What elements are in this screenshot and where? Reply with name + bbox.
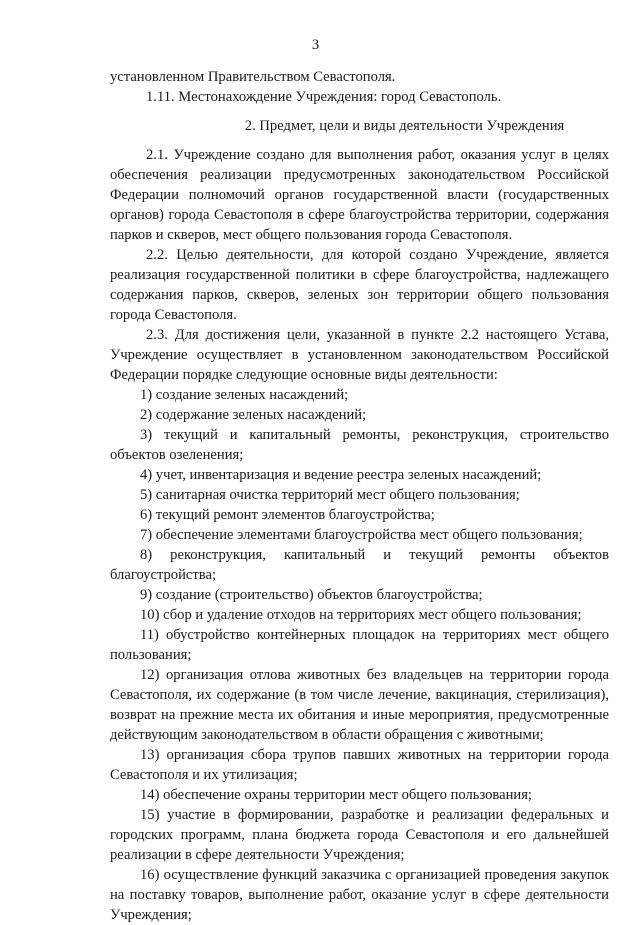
list-item: 13) организация сбора трупов павших животных на территории города Севастополя и их утилизация; — [110, 747, 609, 783]
text-line: установленном Правительством Севастополя. — [110, 69, 396, 85]
list-item: 10) сбор и удаление отходов на территориях мест общего пользования; — [140, 607, 582, 623]
document-body — [110, 67, 609, 925]
list-item: 16) осуществление функций заказчика с организацией проведения закупок на поставку товаров, выполнение работ, оказание услуг в сфере деятельности Учреждения; — [110, 867, 609, 923]
clause-2-1-text: 2.1. Учреждение создано для выполнения работ, оказания услуг в целях обеспечения реализации предусмотренных законодательством Российской Федерации полномочий органов государственной власти (государственных органов) города Севастополя в сфере благоустройства территории, содержания парков и скверов, мест общего пользования города Севастополя. — [110, 147, 609, 243]
list-item: 14) обеспечение охраны территории мест общего пользования; — [140, 787, 532, 803]
clause-2-3 — [110, 325, 609, 385]
list-item: 5) санитарная очистка территорий мест общего пользования; — [140, 487, 520, 503]
list-item: 7) обеспечение элементами благоустройства мест общего пользования; — [140, 527, 583, 543]
list-item: 4) учет, инвентаризация и ведение реестра зеленых насаждений; — [140, 467, 542, 483]
list-item: 9) создание (строительство) объектов благоустройства; — [140, 587, 483, 603]
list-item: 6) текущий ремонт элементов благоустройства; — [140, 507, 435, 523]
list-item: 3) текущий и капитальный ремонты, реконструкция, строительство объектов озеленения; — [110, 427, 609, 463]
list-item: 2) содержание зеленых насаждений; — [140, 407, 367, 423]
clause-1-11: 1.11. Местонахождение Учреждения: город Севастополь. — [146, 89, 502, 105]
section-heading: 2. Предмет, цели и виды деятельности Учреждения — [244, 118, 565, 134]
activity-list — [110, 385, 609, 925]
list-item: 15) участие в формировании, разработке и реализации федеральных и городских программ, плана бюджета города Севастополя и его дальнейшей реализации в сфере деятельности Учреждения; — [110, 807, 609, 863]
clause-2-3-text: 2.3. Для достижения цели, указанной в пункте 2.2 настоящего Устава, Учреждение осуществляет в установленном законодательством Российской Федерации порядке следующие основные виды деятельности: — [110, 327, 609, 383]
clause-2-2-text: 2.2. Целью деятельности, для которой создано Учреждение, является реализация государственной политики в сфере благоустройства, надлежащего содержания парков, скверов, зеленых зон территории общего пользования города Севастополя. — [110, 247, 609, 323]
list-item: 8) реконструкция, капитальный и текущий ремонты объектов благоустройства; — [110, 547, 609, 583]
list-item: 11) обустройство контейнерных площадок на территориях мест общего пользования; — [110, 627, 609, 663]
clause-2-1 — [110, 145, 609, 245]
page-number: 3 — [311, 37, 320, 53]
list-item: 1) создание зеленых насаждений; — [140, 387, 349, 403]
clause-2-2 — [110, 245, 609, 325]
list-item: 12) организация отлова животных без владельцев на территории города Севастополя, их содержание (в том числе лечение, вакцинация, стерилизация), возврат на прежние места их обитания и иные мероприятия, предусмотренные действующим законодательством в области обращения с животными; — [110, 667, 609, 743]
